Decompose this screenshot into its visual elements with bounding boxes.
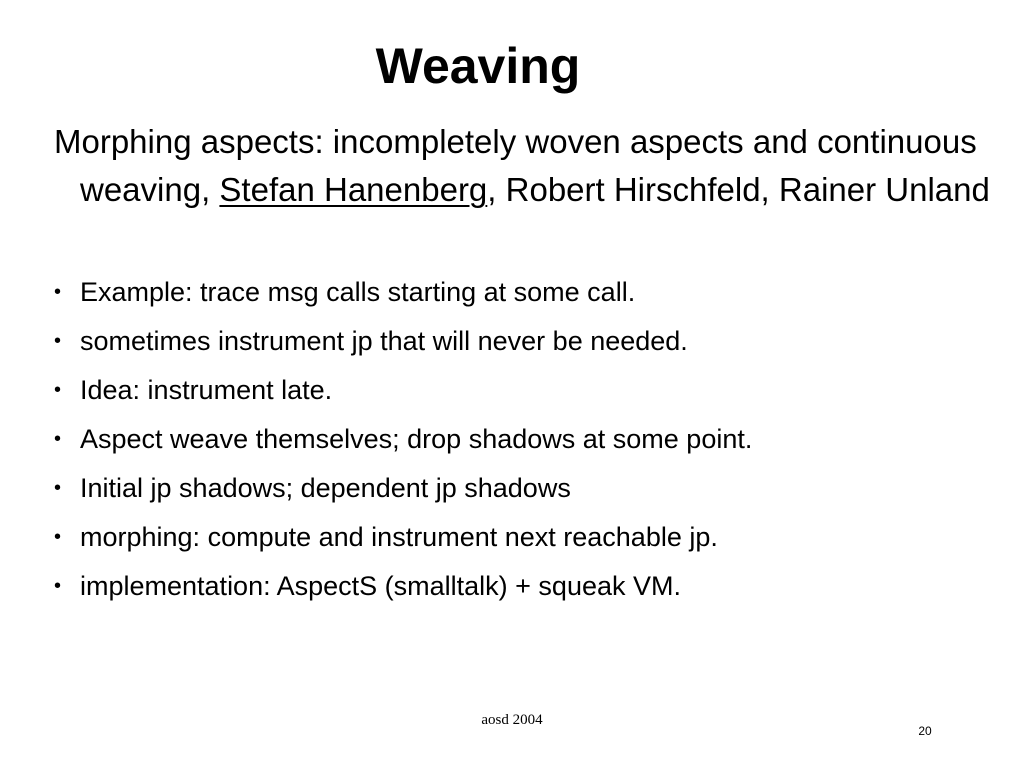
bullet-text: implementation: AspectS (smalltalk) + squeak VM. [80,571,682,601]
bullet-icon: • [54,477,62,499]
list-item [54,513,984,562]
bullet-icon: • [54,575,62,597]
bullet-text: Aspect weave themselves; drop shadows at some point. [80,424,753,454]
bullet-text: morphing: compute and instrument next reachable jp. [80,522,718,552]
bullet-text: Initial jp shadows; dependent jp shadows [80,473,571,503]
bullet-icon: • [54,281,62,303]
bullet-text: Idea: instrument late. [80,375,333,405]
slide-footer: aosd 2004 [481,712,543,728]
lead-paragraph [54,118,1010,214]
page-number: 20 [918,724,932,738]
list-item [54,317,984,366]
bullet-icon: • [54,379,62,401]
bullet-list [54,268,984,611]
bullet-text: Example: trace msg calls starting at some call. [80,277,636,307]
slide-title: Weaving [375,38,581,94]
bullet-icon: • [54,330,62,352]
list-item [54,415,984,464]
list-item [54,562,984,611]
lead-prefix: Morphing aspects: incompletely woven aspects and continuous weaving, [54,123,977,208]
list-item [54,464,984,513]
bullet-icon: • [54,526,62,548]
bullet-text: sometimes instrument jp that will never be needed. [80,326,688,356]
author-link[interactable]: Stefan Hanenberg [219,171,488,208]
list-item [54,268,984,317]
lead-suffix: , Robert Hirschfeld, Rainer Unland [487,171,990,208]
bullet-icon: • [54,428,62,450]
list-item [54,366,984,415]
